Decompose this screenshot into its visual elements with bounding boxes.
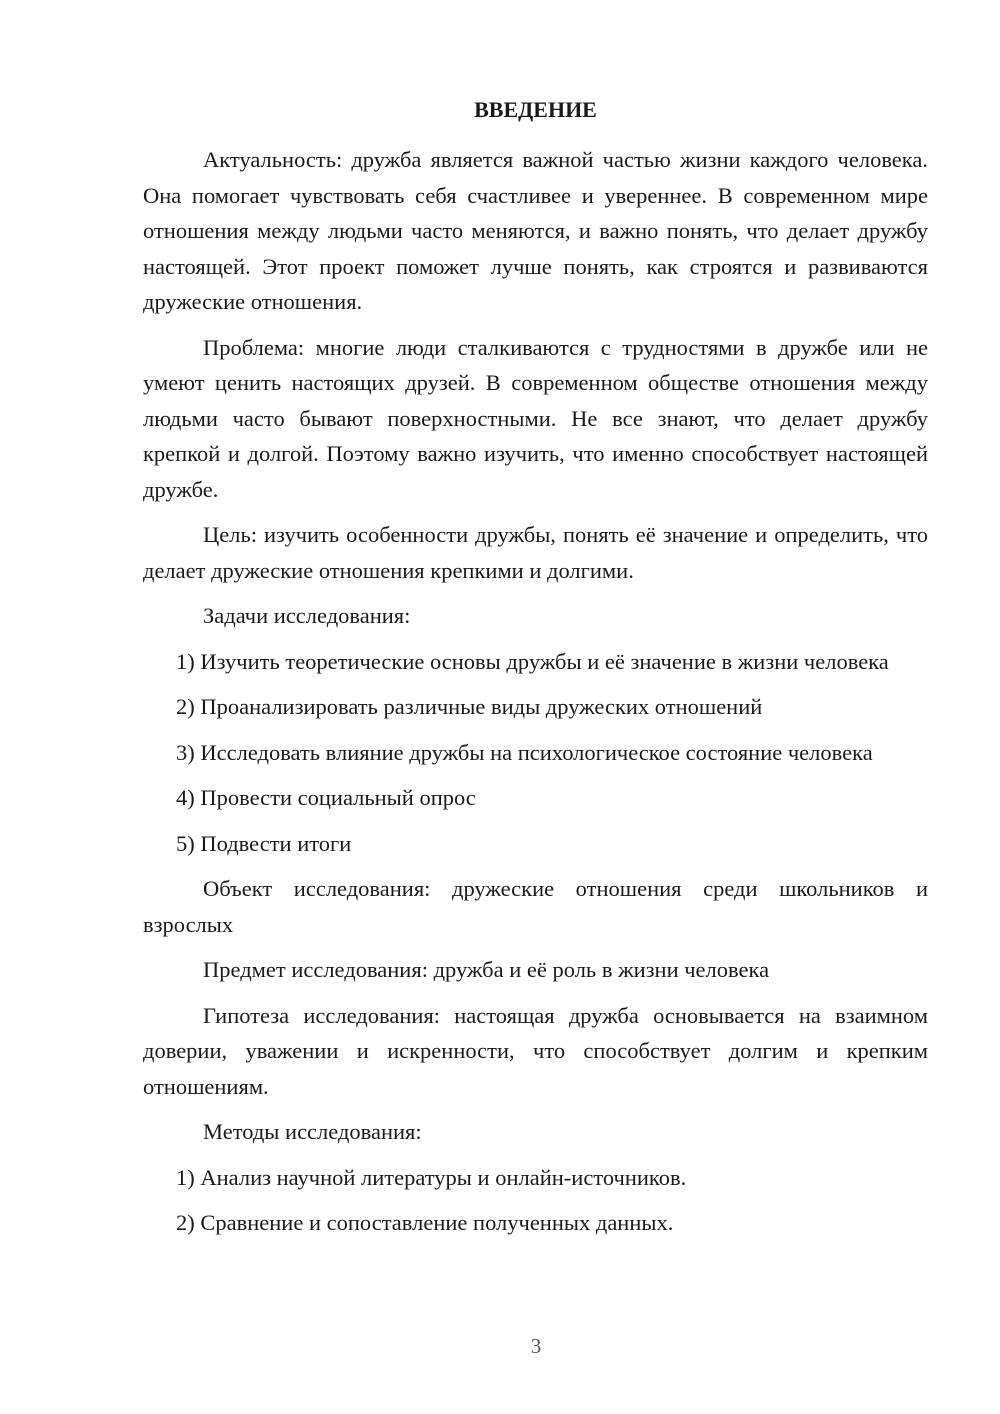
task-item: 3) Исследовать влияние дружбы на психологическое состояние человека <box>176 739 873 765</box>
task-item: 1) Изучить теоретические основы дружбы и её значение в жизни человека <box>176 648 889 674</box>
document-page <box>143 92 928 1251</box>
tasks-heading: Задачи исследования: <box>203 603 411 628</box>
page-number: 3 <box>530 1334 542 1358</box>
task-item: 4) Провести социальный опрос <box>176 785 476 810</box>
section-title: ВВЕДЕНИЕ <box>474 97 597 122</box>
problem-paragraph: Проблема: многие люди сталкиваются с трудностями в дружбе или не умеют ценить настоящих друзей. В современном обществе отношения между людьми часто бывают поверхностными. Не все знают, что делает дружбу крепкой и долгой. Поэтому важно изучить, что именно способствует настоящей дружбе. <box>143 334 928 502</box>
hypothesis-paragraph: Гипотеза исследования: настоящая дружба основывается на взаимном доверии, уважении и искренности, что способствует долгим и крепким отношениям. <box>143 1002 928 1099</box>
task-item: 5) Подвести итоги <box>176 830 352 856</box>
method-item: 2) Сравнение и сопоставление полученных данных. <box>176 1210 674 1235</box>
methods-heading: Методы исследования: <box>203 1119 422 1144</box>
task-item: 2) Проанализировать различные виды дружеских отношений <box>176 694 763 719</box>
object-paragraph: Объект исследования: дружеские отношения среди школьников и взрослых <box>143 876 928 937</box>
subject-paragraph: Предмет исследования: дружба и её роль в жизни человека <box>203 957 770 982</box>
goal-paragraph: Цель: изучить особенности дружбы, понять её значение и определить, что делает дружеские отношения крепкими и долгими. <box>143 522 928 583</box>
method-item: 1) Анализ научной литературы и онлайн-источников. <box>176 1164 687 1190</box>
relevance-paragraph: Актуальность: дружба является важной частью жизни каждого человека. Она помогает чувствовать себя счастливее и увереннее. В современном мире отношения между людьми часто меняются, и важно понять, что делает дружбу настоящей. Этот проект поможет лучше понять, как строятся и развиваются дружеские отношения. <box>143 147 928 314</box>
